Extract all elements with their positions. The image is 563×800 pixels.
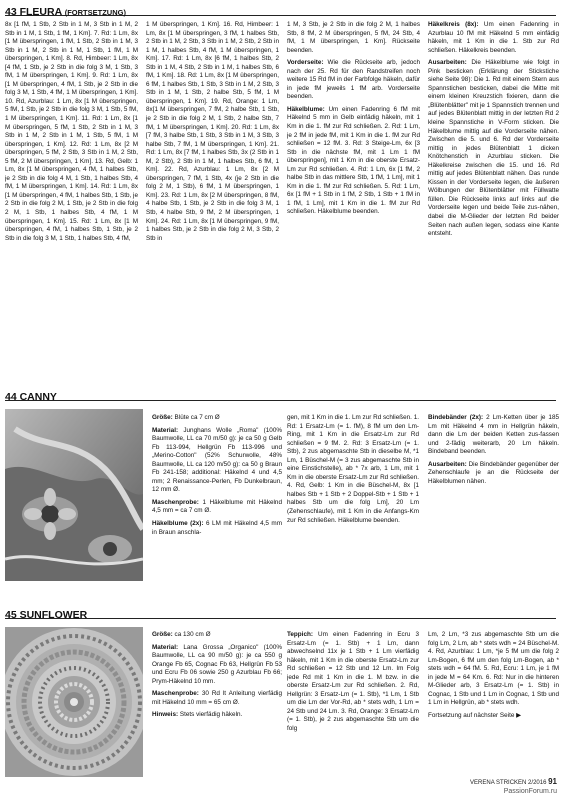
canny-photo [5,409,143,581]
paragraph: Lm, 2 Lm, *3 zus abgemaschte Stb um die folg Lm, 2 Lm, ab * stets wdh = 24 Büschel-M. 4. Rd, Azurblau: 1 Lm, *je 5 fM um die folg 2 Lm-Bogen, 6 fM um den folg Lm-Bogen, ab * stets wdh = 64 fM. 5. Rd, Ecru: 1 Lm, je 1 fM in jede M = 64 Km. 6. Rd: Nur in die hinteren M-Glieder arb, 3 Ersatz-Lm (= 1. Stb) in Cognac, 1 Stb und 1 Lm in Cognac, 1 Stb und 1 Lm in Hellgrün, ab * stets wdh. [428,631,559,707]
section-title-45: 45 SUNFLOWER [5,609,88,621]
paragraph: Häkelblume (2x): 6 LM mit Häkelnd 4,5 mm in Braun anschla- [152,520,282,536]
paragraph: Teppich: Um einen Fadenring in Ecru 3 Ersatz-Lm (= 1. Stb) + 1 Lm, dann abwechselnd 11x je 1 Stb + 1 Lm vierfädig häkeln, mit 1 Km in die oberste Ersatz-Lm zur Rd schließen = 12 Stb und 12 Lm. Im Folg jede Rd mit 1 Km in die 1. M bzw. in die oberste Ersatz-Lm zur Rd schließen. 2. Rd, Hellgrün: 3 Ersatz-Lm (= 1. Stb), *1 Lm, 1 Stb um die Lm der Vor-Rd, ab * stets wdh, 1 Lm = 24 Stb und 24 Lm. 3. Rd, Orange: 3 Ersatz-Lm (= 1. Stb), je 2 zus abgemaschte Stb um die folg [287,631,419,733]
paragraph: Bindebänder (2x): 2 Lm-Ketten über je 185 Lm mit Häkelnd 4 mm in Hellgrün häkeln, dann die Lm der beiden Ketten zus-fassen und 2-fädig weiterarb, 20 Lm häkeln. Bindeband beenden. [428,414,559,456]
paragraph: Vorderseite: Wie die Rückseite arb, jedoch nach der 25. Rd für den Randstreifen noch weitere 15 Rd fM in der Farbfolge häkeln, dafür in jede fM jeweils 1 fM arb. Vorderseite beenden. [287,59,420,101]
section-title-44: 44 CANNY [5,391,57,403]
paragraph: Ausarbeiten: Die Bindebänder gegenüber der Zehenschlaufe je an die Rückseite der Häkelblumen nähen. [428,460,559,485]
paragraph: Häkelkreis (8x): Um einen Fadenring in Azurblau 10 fM mit Häkelnd 5 mm einfädig häkeln, mit 1 Km in die 1. Stb zur Rd schließen. Häkelkreis beenden. [428,21,559,54]
section-title-43: 43 FLEURA (FORTSETZUNG) [5,6,126,18]
paragraph: Maschenprobe: 1 Häkelblume mit Häkelnd 4,5 mm = ca 7 cm Ø. [152,498,282,515]
paragraph: Hinweis: Stets vierfädig häkeln. [152,711,243,719]
magazine-name: VERENA STRICKEN 2/2016 [470,780,547,786]
paragraph: 1 M überspringen, 1 Km]. 16. Rd, Himbeer: 1 Lm, 8x [1 M überspringen, 3 fM, 1 halbes Stb, 2 Stb in 1 M, 2 Stb, 3 Stb in 1 M, 2 Stb, 2 Stb in 1 M, 1 halbes Stb, 4 fM, 1 M überspringen, 1 Km]. 17. Rd: 1 Lm, 8x [6 fM, 1 halbes Stb, 2 Stb in 1 M, 4 Stb, 2 Stb in 1 M, 1 halbes Stb, 6 fM, 1 Km]. 18. Rd: 1 Lm, 8x [1 M überspringen, 6 fM, 1 halbes Stb, 1 Stb, 3 Stb in 1 M, 2 Stb, 3 Stb in 1 M, 1 Stb, 2 halbe Stb, 5 fM, 1 M überspringen, 1 Km]. 19. Rd, Orange: 1 Lm, 8x[1 M überspringen, 7 fM, 2 halbe Stb, 1 Stb, je 2 Stb in die folg 2 M, 1 Stb, 2 halbe Stb, 7 fM, 1 M überspringen, 1 Km]. 20. Rd: 1 Lm, 8x [7 fM, 3 halbe Stb, 1 Stb, 3 Stb in 1 M, 3 Stb, 3 halbe Stb, 7 fM, 1 M überspringen, 1 Km]. 21. Rd: 1 Lm, 8x [7 fM, 1 halbes Stb, 3x (2 Stb in 1 M, 2 Stb), 2 Stb in 1 M, 1 halbes Stb, 6 fM, 1 Km]. 22. Rd, Azurblau: 1 Lm, 8x [2 M überspringen, 7 fM, 1 Stb, 4x (je 2 Stb in die folg 2 M, 1 Stb), 6 fM, 1 M überspringen, 1 Km]. 23. Rd: 1 Lm, 8x [2 M überspringen, 8 fM, 4 halbe Stb, 1 Stb, je 2 Stb in die folg 3 M, 1 Stb, 4 halbe Stb, 9 fM, 2 M überspringen, 1 Km]. 24. Rd: 1 Lm, 8x [1 M überspringen, 9 fM, 1 halbes Stb, je 2 Stb in die folg 2 M, 3 Stb, 2 Stb in [146,21,279,242]
section-header-44 [5,387,556,401]
paragraph: Ausarbeiten: Die Häkelblume wie folgt in Pink besticken (Erklärung der Stickstiche siehe Seite 98): Die 1. Rd mit einem Stern aus Spannstichen besticken, dabei die Mitte mit einem kleinen Kreuzstich fixieren, dann die „Blütenblätter" mit je 1 Spannstich trennen und auf jedes Blütenblatt mittig in der letzten Rd 2 kleine Spannstiche in V-Form sticken. Die Häkelblume mittig auf die Vorderseite nähen. Zwischen die 5. und 6. Rd der Vorderseite mittig in jedes Blütenblatt 1 dicken Knötchenstich in Azurblau sticken. Die Häkelkreise zwischen die 15. und 16. Rd mittig auf jedes Blütenblatt nähen. Das runde Kissen in der Vorderseite legen, die äußeren Wölbungen der Blütenblätter mit Füllwatte füllen. Die Rückseite links auf links auf die Vorderseite legen und beide Teile zus-nähen, dabei die M-Glieder der letzten Rd beider Seiten nach außen legen, sodass eine Kante entsteht. [428,59,559,238]
fleura-column-4 [428,21,559,346]
canny-column-1 [152,414,282,586]
paragraph: 1 M, 3 Stb, je 2 Stb in die folg 2 M, 1 halbes Stb, 8 fM, 2 M überspringen, 5 fM, 24 Stb, 4 fM, 1 M überspringen, 1 Km]. Rückseite beenden. [287,21,420,54]
section-header-43 [5,2,556,16]
fleura-column-2 [146,21,279,346]
sunflower-column-3 [428,631,559,776]
paragraph: Maschenprobe: 30 Rd lt Anleitung vierfädig mit Häkelnd 10 mm = 65 cm Ø. [152,690,282,706]
paragraph: Material: Junghans Wolle „Roma" (100% Baumwolle, LL ca 70 m/50 g): je ca 50 g Gelb Fb 113-994, Hellgrün Fb 113-996 und „Merino-Cotton" (52% Schurwolle, 48% Baumwolle, LL ca 120 m/50 g): ca 50 g Braun Fb 241-158; additional: Häkelnd 4 und 4,5 mm; 2 Renaissance-Perlen, Fb Dunkelbraun, 12 mm Ø. [152,426,282,494]
sunflower-column-2 [287,631,419,776]
canny-column-2 [287,414,419,586]
section-header-45 [5,605,556,619]
paragraph: Material: Lana Grossa „Organico" (100% Baumwolle, LL ca 90 m/50 g): je ca 550 g Orange Fb 65, Cognac Fb 63, Hellgrün Fb 53 und Ecru Fb 06 sowie 250 g Azurblau Fb 66; Prym-Häkelnd 10 mm. [152,643,282,685]
fleura-column-3 [287,21,420,346]
paragraph: gen, mit 1 Km in die 1. Lm zur Rd schließen. 1. Rd: 1 Ersatz-Lm (= 1. fM), 8 fM um den Lm-Ring, mit 1 Km in die Ersatz-Lm zur Rd schließen = 9 fM. 2. Rd: 3 Ersatz-Lm (= 1. Stb), 2 zus abgemaschte Stb in dieselbe M, *1 Lm, 1 Büschel-M (= 3 zus abgemaschte Stb in eine Einstichstelle), ab * 7x arb, 1 Lm, mit 1 Km in die oberste Ersatz-Lm zur Rd schließen. 4. Rd, Gelb: 1 Km in die Büschel-M, 8x [1 halbes Stb + 1 Stb + 2 Doppel-Stb + 1 Stb + 1 halbes Stb um die folg Lm], 20 Lm (Zehenschlaufe), mit 1 Km in die Anfangs-Km zur Rd schließen. Häkelblume beenden. [287,414,419,524]
sunflower-column-1 [152,631,282,776]
canny-column-3 [428,414,559,586]
paragraph: Größe: ca 130 cm Ø [152,631,211,638]
paragraph: 8x [1 fM, 1 Stb, 2 Stb in 1 M, 3 Stb in 1 M, 2 Stb in 1 M, 1 Stb, 1 fM, 1 Km]. 7. Rd: 1 Lm, 8x [1 M überspringen, 1 fM, 1 Stb, 2 Stb in 1 M, 3 Stb in 1 M, 2 Stb in 1 M, 1 Stb, 1 fM, 1 M überspringen, 1 Km]. 8. Rd, Himbeer: 1 Lm, 8x [4 fM, 1 Stb, je 2 Stb in die folg 3 M, 1 Stb, 3 fM, 1 M überspringen, 1 Km]. 9. Rd: 1 Lm, 8x [1 M überspringen, 4 fM, 1 Stb, je 2 Stb in die folg 3 M, 1 Stb, 4 fM, 1 M überspringen, 1 Km]. 10. Rd, Azurblau: 1 Lm, 8x [1 M überspringen, 5 fM, 1 Stb, je 2 Stb in die folg 3 M, 1 Stb, 5 fM, 1 M überspringen, 1 Km]. 11. Rd: 1 Lm, 8x [1 M überspringen, 5 fM, 1 Stb, 2 Stb in 1 M, 3 Stb in 1 M, 2 Stb in 1 M, 1 Stb, 5 fM, 1 M überspringen, 1 Km]. 12. Rd: 1 Lm, 8x [2 M überspringen, 5 fM, 2 Stb, 3 Stb in 1 M, 2 Stb, 5 fM, 2 M überspringen, 1 Km]. 13. Rd, Gelb: 1 Lm, 8x [1 M überspringen, 4 fM, 1 halbes Stb, je 2 Stb in die folg 4 M, 1 Stb, 1 halbes Stb, 4 fM, 1 M überspringen, 1 Km]. 14. Rd: 1 Lm, 8x [1 M überspringen, 4 fM, 1 halbes Stb, 1 Stb, je 2 Stb in die folg 2 M, 1 Stb, je 2 Stb in die folg 2 M, 1 Stb, 1 halbes Stb, 4 fM, 1 M überspringen, 1 Km]. 15. Rd: 1 Lm, 8x [1 M überspringen, 4 fM, 1 halbes Stb, 1 Stb, je 2 Stb in die folg 3 M, 1 Stb, 1 halbes Stb, 4 fM, [5,21,138,242]
watermark: PassionForum.ru [503,788,557,795]
paragraph: Häkelblume: Um einen Fadenring 6 fM mit Häkelnd 5 mm in Gelb einfädig häkeln, mit 1 Km in die 1. fM zur Rd schließen. 2. Rd: 1 Lm, je 2 fM in jede fM, mit 1 Km in die 1. fM zur Rd schließen = 12 fM. 3. Rd: 3 Steige-Lm, 6x [3 Stb in die nächste fM, mit 1 Lm 1 fM überspringen], mit 1 Km in die oberste Ersatz-Lm zur Rd schließen. 4. Rd: 1 Lm, 6x [1 fM, 2 halbe Stb in das mittlere Stb, 1 fM, 1 Lm], mit 1 Km in die 1. fM zur Rd schließen. 5. Rd: 1 Lm, 6x [1 fM + 1 Stb in 1 fM, 2 Stb, 1 Stb + 1 fM in 1 fM, 1 Lm], mit 1 Km in die 1. fM zur Rd schließen. Häkelblume beenden. [287,105,420,216]
sunflower-photo [5,627,143,777]
paragraph: Größe: Blüte ca 7 cm Ø [152,414,220,421]
fleura-column-1 [5,21,138,346]
page-footer [470,777,557,786]
page-number: 91 [548,777,557,786]
paragraph: Fortsetzung auf nächster Seite ▶ [428,711,522,719]
